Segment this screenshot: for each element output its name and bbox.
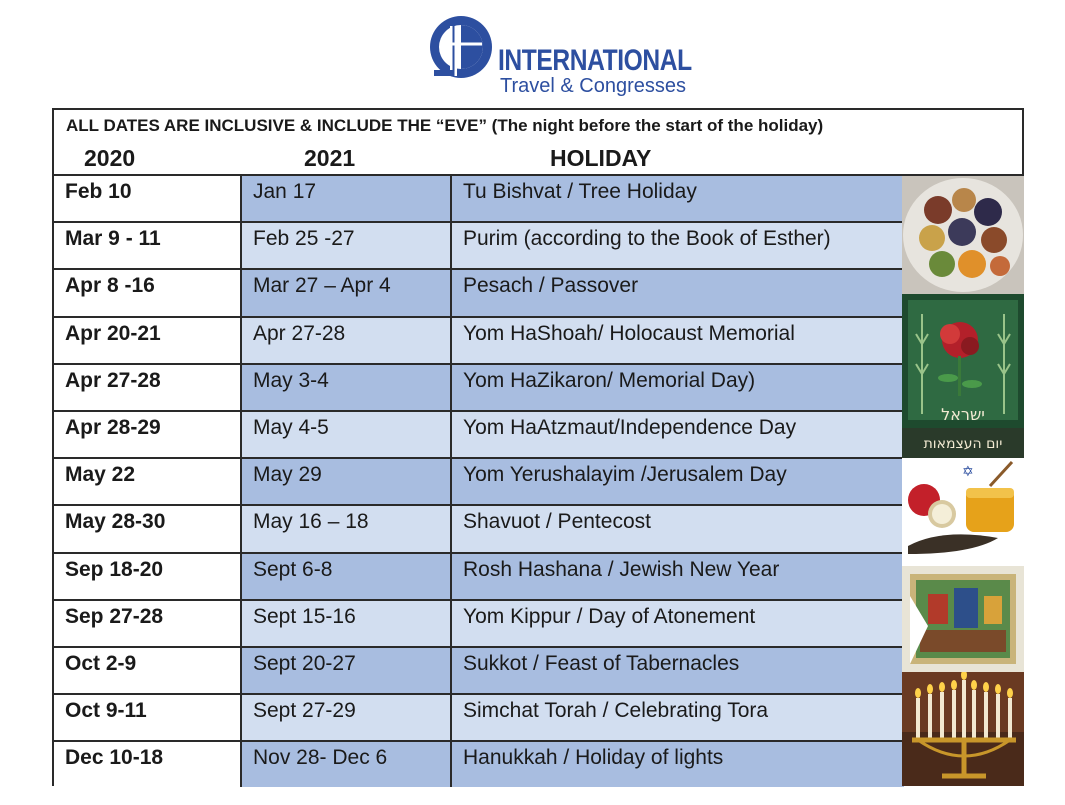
date-2021: Sept 27-29 <box>240 695 450 740</box>
holiday-name: Yom Yerushalayim /Jerusalem Day <box>450 459 904 504</box>
date-2021: Apr 27-28 <box>240 318 450 363</box>
date-2020: Sep 18-20 <box>54 554 240 599</box>
date-2020: Apr 8 -16 <box>54 270 240 315</box>
poster-text-top: ישראל <box>941 405 985 424</box>
date-2020: Sep 27-28 <box>54 601 240 646</box>
holiday-name: Yom HaAtzmaut/Independence Day <box>450 412 904 457</box>
company-logo <box>428 12 698 98</box>
column-header-2020: 2020 <box>84 145 136 171</box>
holiday-name: Shavuot / Pentecost <box>450 506 904 551</box>
date-2020: May 28-30 <box>54 506 240 551</box>
date-2021: May 29 <box>240 459 450 504</box>
globe-logo-icon <box>428 14 494 80</box>
date-2020: Oct 9-11 <box>54 695 240 740</box>
holiday-pictures <box>902 174 1024 786</box>
holiday-name: Tu Bishvat / Tree Holiday <box>450 176 904 221</box>
holiday-name: Simchat Torah / Celebrating Tora <box>450 695 904 740</box>
date-2020: Oct 2-9 <box>54 648 240 693</box>
holiday-table <box>52 108 1024 786</box>
table-row <box>54 174 904 221</box>
table-row <box>54 504 904 551</box>
logo-subtitle: Travel & Congresses <box>500 75 686 97</box>
svg-text:✡: ✡ <box>962 464 974 480</box>
date-2021: Sept 6-8 <box>240 554 450 599</box>
date-2020: Feb 10 <box>54 176 240 221</box>
date-2021: Mar 27 – Apr 4 <box>240 270 450 315</box>
column-header-holiday: HOLIDAY <box>550 145 652 171</box>
table-row <box>54 410 904 457</box>
date-2021: Feb 25 -27 <box>240 223 450 268</box>
table-body <box>54 174 904 787</box>
table-row <box>54 740 904 787</box>
table-row <box>54 693 904 740</box>
holiday-name: Purim (according to the Book of Esther) <box>450 223 904 268</box>
table-row <box>54 599 904 646</box>
date-2020: May 22 <box>54 459 240 504</box>
table-row <box>54 221 904 268</box>
date-2020: Mar 9 - 11 <box>54 223 240 268</box>
poster-text-bottom: יום העצמאות <box>923 436 1003 452</box>
date-2020: Dec 10-18 <box>54 742 240 787</box>
table-row <box>54 646 904 693</box>
table-row <box>54 268 904 315</box>
logo-title: INTERNATIONAL <box>498 44 692 77</box>
table-row <box>54 363 904 410</box>
table-note: ALL DATES ARE INCLUSIVE & INCLUDE THE “EVE” (The night before the start of the holiday) <box>66 116 824 135</box>
holiday-name: Rosh Hashana / Jewish New Year <box>450 554 904 599</box>
date-2021: May 3-4 <box>240 365 450 410</box>
date-2020: Apr 28-29 <box>54 412 240 457</box>
holiday-name: Yom HaShoah/ Holocaust Memorial <box>450 318 904 363</box>
holiday-name: Pesach / Passover <box>450 270 904 315</box>
date-2021: May 16 – 18 <box>240 506 450 551</box>
date-2021: Sept 15-16 <box>240 601 450 646</box>
date-2020: Apr 20-21 <box>54 318 240 363</box>
date-2021: May 4-5 <box>240 412 450 457</box>
table-row <box>54 552 904 599</box>
holiday-name: Sukkot / Feast of Tabernacles <box>450 648 904 693</box>
date-2021: Jan 17 <box>240 176 450 221</box>
date-2021: Sept 20-27 <box>240 648 450 693</box>
table-row <box>54 457 904 504</box>
holiday-name: Hanukkah / Holiday of lights <box>450 742 904 787</box>
date-2021: Nov 28- Dec 6 <box>240 742 450 787</box>
menorah-image <box>902 672 1024 786</box>
sukkah-illustration-image <box>902 566 1024 672</box>
column-header-2021: 2021 <box>304 145 356 171</box>
holiday-name: Yom HaZikaron/ Memorial Day) <box>450 365 904 410</box>
date-2020: Apr 27-28 <box>54 365 240 410</box>
apples-honey-image <box>902 458 1024 566</box>
independence-poster-image <box>902 294 1024 458</box>
dried-fruit-plate-image <box>902 176 1024 294</box>
holiday-name: Yom Kippur / Day of Atonement <box>450 601 904 646</box>
table-row <box>54 316 904 363</box>
